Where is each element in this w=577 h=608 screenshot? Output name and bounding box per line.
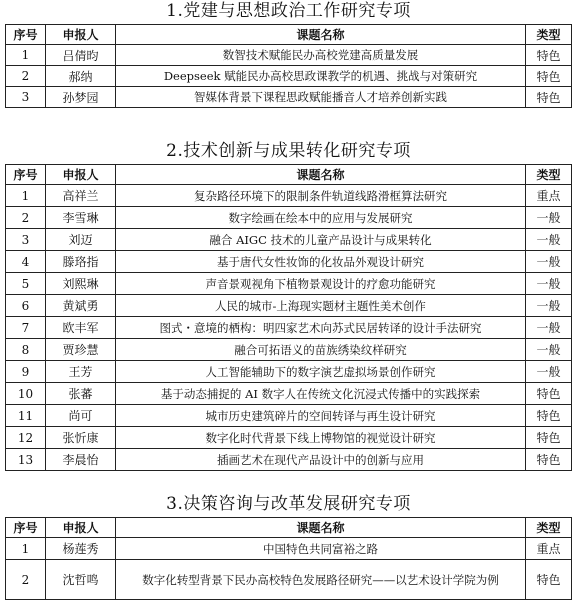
table-row	[6, 207, 572, 229]
row-applicant: 欧丰军	[46, 317, 116, 339]
table-row	[6, 560, 572, 600]
header-type: 类型	[526, 518, 572, 538]
header-applicant: 申报人	[46, 518, 116, 538]
row-type: 特色	[526, 383, 572, 405]
table-section-1	[5, 24, 572, 108]
table-row	[6, 383, 572, 405]
table-row	[6, 251, 572, 273]
row-type: 一般	[526, 295, 572, 317]
table-row	[6, 87, 572, 108]
row-title: 人民的城市-上海现实题材主题性美术创作	[116, 295, 526, 317]
row-type: 特色	[526, 405, 572, 427]
row-title: 图式・意境的栖构：明四家艺术向苏式民居转译的设计手法研究	[116, 317, 526, 339]
row-applicant: 黄斌勇	[46, 295, 116, 317]
header-title: 课题名称	[116, 25, 526, 45]
row-title: 复杂路径环境下的限制条件轨道线路滑框算法研究	[116, 185, 526, 207]
row-type: 特色	[526, 560, 572, 600]
row-type: 特色	[526, 87, 572, 108]
row-title: 插画艺术在现代产品设计中的创新与应用	[116, 449, 526, 471]
table-row	[6, 339, 572, 361]
section-title: 2.技术创新与成果转化研究专项	[166, 141, 411, 161]
row-type: 一般	[526, 317, 572, 339]
row-no: 2	[6, 560, 46, 600]
row-no: 8	[6, 339, 46, 361]
row-type: 特色	[526, 45, 572, 66]
row-applicant: 刘熙琳	[46, 273, 116, 295]
section-title: 1.党建与思想政治工作研究专项	[166, 1, 411, 21]
row-type: 一般	[526, 273, 572, 295]
row-type: 一般	[526, 229, 572, 251]
row-applicant: 李雪琳	[46, 207, 116, 229]
table-section-3	[5, 517, 572, 600]
row-applicant: 尚可	[46, 405, 116, 427]
row-title: 融合可拓语义的苗族绣染纹样研究	[116, 339, 526, 361]
row-no: 9	[6, 361, 46, 383]
row-type: 一般	[526, 207, 572, 229]
table-row	[6, 45, 572, 66]
row-applicant: 张蕃	[46, 383, 116, 405]
row-type: 一般	[526, 251, 572, 273]
row-type: 重点	[526, 185, 572, 207]
table-row	[6, 427, 572, 449]
row-title: 数字绘画在绘本中的应用与发展研究	[116, 207, 526, 229]
header-row	[6, 165, 572, 185]
header-title: 课题名称	[116, 518, 526, 538]
row-no: 13	[6, 449, 46, 471]
row-no: 5	[6, 273, 46, 295]
row-applicant: 贾珍慧	[46, 339, 116, 361]
row-applicant: 刘迈	[46, 229, 116, 251]
section-2	[0, 140, 577, 467]
row-type: 一般	[526, 339, 572, 361]
row-type: 一般	[526, 361, 572, 383]
header-no: 序号	[6, 25, 46, 45]
row-no: 12	[6, 427, 46, 449]
row-applicant: 李晨怡	[46, 449, 116, 471]
row-applicant: 孙梦园	[46, 87, 116, 108]
header-type: 类型	[526, 165, 572, 185]
row-no: 4	[6, 251, 46, 273]
row-no: 10	[6, 383, 46, 405]
row-title: Deepseek 赋能民办高校思政课教学的机遇、挑战与对策研究	[116, 66, 526, 87]
row-no: 6	[6, 295, 46, 317]
row-title: 数字化转型背景下民办高校特色发展路径研究——以艺术设计学院为例	[116, 560, 526, 600]
row-applicant: 吕倩昀	[46, 45, 116, 66]
row-title: 基于唐代女性妆饰的化妆品外观设计研究	[116, 251, 526, 273]
table-row	[6, 538, 572, 560]
row-no: 3	[6, 87, 46, 108]
table-section-2	[5, 164, 572, 471]
section-1	[0, 0, 577, 105]
table-row	[6, 405, 572, 427]
row-type: 特色	[526, 427, 572, 449]
table-row	[6, 317, 572, 339]
row-applicant: 郝纳	[46, 66, 116, 87]
header-row	[6, 25, 572, 45]
row-title: 智媒体背景下课程思政赋能播音人才培养创新实践	[116, 87, 526, 108]
row-applicant: 滕珞指	[46, 251, 116, 273]
row-no: 3	[6, 229, 46, 251]
header-type: 类型	[526, 25, 572, 45]
row-no: 7	[6, 317, 46, 339]
table-row	[6, 361, 572, 383]
header-applicant: 申报人	[46, 25, 116, 45]
table-row	[6, 273, 572, 295]
table-row	[6, 229, 572, 251]
row-no: 1	[6, 45, 46, 66]
row-no: 2	[6, 66, 46, 87]
row-no: 11	[6, 405, 46, 427]
table-row	[6, 185, 572, 207]
row-no: 1	[6, 185, 46, 207]
row-applicant: 杨莲秀	[46, 538, 116, 560]
row-applicant: 沈哲鸣	[46, 560, 116, 600]
header-applicant: 申报人	[46, 165, 116, 185]
header-no: 序号	[6, 165, 46, 185]
row-type: 特色	[526, 449, 572, 471]
row-type: 特色	[526, 66, 572, 87]
row-no: 1	[6, 538, 46, 560]
table-row	[6, 66, 572, 87]
row-applicant: 王芳	[46, 361, 116, 383]
row-title: 基于动态捕捉的 AI 数字人在传统文化沉浸式传播中的实践探索	[116, 383, 526, 405]
row-title: 数智技术赋能民办高校党建高质量发展	[116, 45, 526, 66]
row-title: 数字化时代背景下线上博物馆的视觉设计研究	[116, 427, 526, 449]
row-title: 中国特色共同富裕之路	[116, 538, 526, 560]
header-row	[6, 518, 572, 538]
row-type: 重点	[526, 538, 572, 560]
row-title: 城市历史建筑碎片的空间转译与再生设计研究	[116, 405, 526, 427]
row-title: 声音景观视角下植物景观设计的疗愈功能研究	[116, 273, 526, 295]
header-no: 序号	[6, 518, 46, 538]
row-title: 融合 AIGC 技术的儿童产品设计与成果转化	[116, 229, 526, 251]
section-title: 3.决策咨询与改革发展研究专项	[166, 494, 411, 514]
header-title: 课题名称	[116, 165, 526, 185]
row-applicant: 张忻康	[46, 427, 116, 449]
row-applicant: 高祥兰	[46, 185, 116, 207]
table-row	[6, 449, 572, 471]
row-title: 人工智能辅助下的数字演艺虚拟场景创作研究	[116, 361, 526, 383]
table-row	[6, 295, 572, 317]
section-3	[0, 493, 577, 587]
row-no: 2	[6, 207, 46, 229]
